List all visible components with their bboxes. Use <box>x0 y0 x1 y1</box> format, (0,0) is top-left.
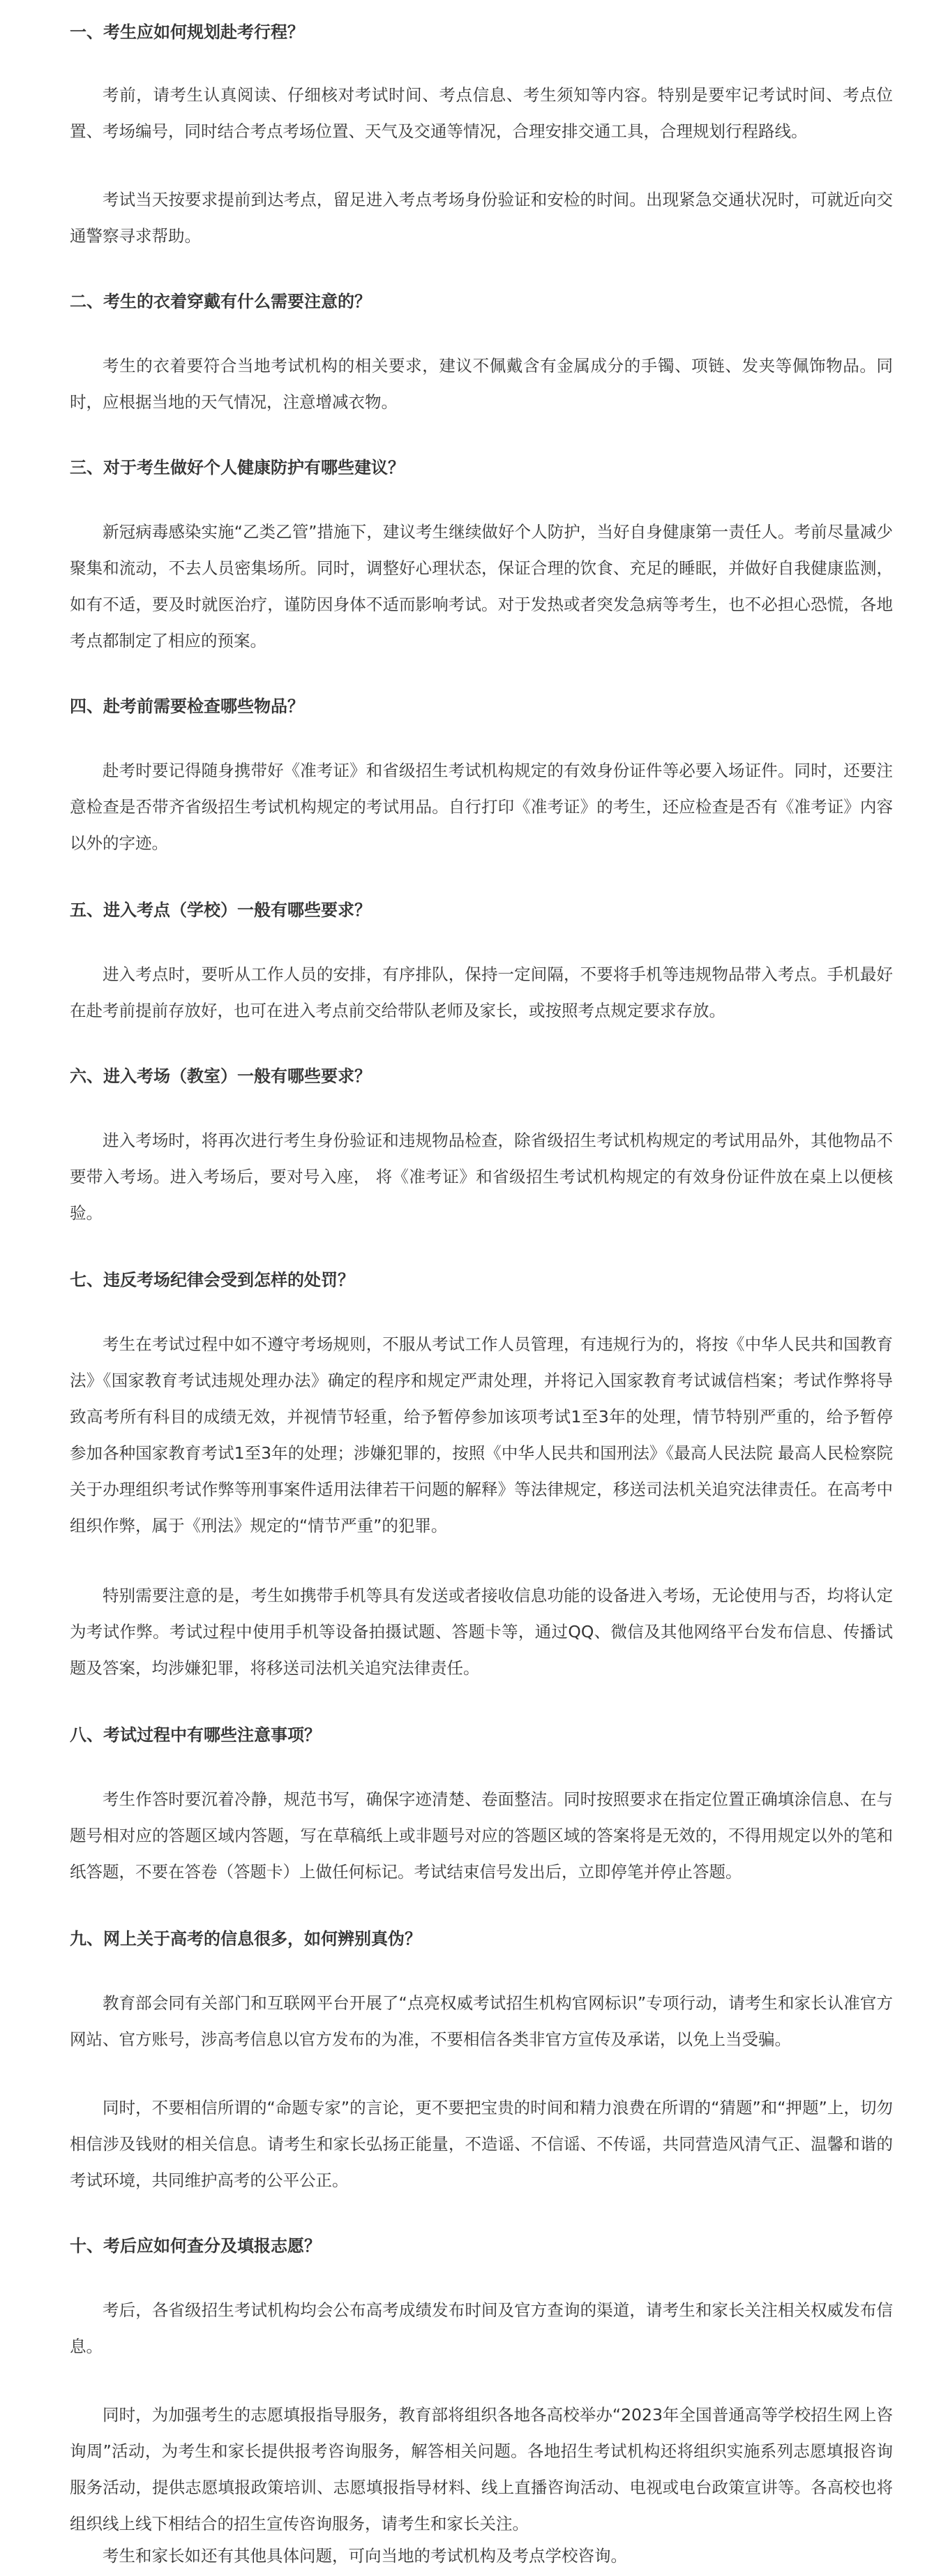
section-heading: 一、考生应如何规划赴考行程？ <box>70 22 304 42</box>
paragraph: 同时，不要相信所谓的“命题专家”的言论，更不要把宝贵的时间和精力浪费在所谓的“猜题”和“押题”上，切勿相信涉及钱财的相关信息。请考生和家长弘扬正能量，不造谣、不信谣、不传谣，共同营造风清气正、温馨和谐的考试环境，共同维护高考的公平公正。 <box>70 2098 893 2190</box>
paragraph: 考试当天按要求提前到达考点，留足进入考点考场身份验证和安检的时间。出现紧急交通状况时，可就近向交通警察寻求帮助。 <box>70 190 893 246</box>
paragraph: 考前，请考生认真阅读、仔细核对考试时间、考点信息、考生须知等内容。特别是要牢记考试时间、考点位置、考场编号，同时结合考点考场位置、天气及交通等情况，合理安排交通工具，合理规划行程路线。 <box>70 85 893 141</box>
paragraph: 赴考时要记得随身携带好《准考证》和省级招生考试机构规定的有效身份证件等必要入场证件。同时，还要注意检查是否带齐省级招生考试机构规定的考试用品。自行打印《准考证》的考生，还应检查是否有《准考证》内容以外的字迹。 <box>70 761 893 853</box>
paragraph: 进入考点时，要听从工作人员的安排，有序排队，保持一定间隔，不要将手机等违规物品带入考点。手机最好在赴考前提前存放好，也可在进入考点前交给带队老师及家长，或按照考点规定要求存放。 <box>70 965 893 1020</box>
paragraph: 同时，为加强考生的志愿填报指导服务，教育部将组织各地各高校举办“2023年全国普通高等学校招生网上咨询周”活动，为考生和家长提供报考咨询服务，解答相关问题。各地招生考试机构还将组织实施系列志愿填报咨询服务活动，提供志愿填报政策培训、志愿填报指导材料、线上直播咨询活动、电视或电台政策宣讲等。各高校也将组织线上线下相结合的招生宣传咨询服务，请考生和家长关注。 <box>70 2405 893 2533</box>
paragraph: 进入考场时，将再次进行考生身份验证和违规物品检查，除省级招生考试机构规定的考试用品外，其他物品不要带入考场。进入考场后，要对号入座， 将《准考证》和省级招生考试机构规定的有效身份证件放在桌上以便核验。 <box>70 1131 893 1223</box>
section-heading: 九、网上关于高考的信息很多，如何辨别真伪？ <box>70 1929 421 1949</box>
section-heading: 八、考试过程中有哪些注意事项？ <box>70 1725 321 1745</box>
paragraph: 考生作答时要沉着冷静，规范书写，确保字迹清楚、卷面整洁。同时按照要求在指定位置正确填涂信息、在与题号相对应的答题区域内答题，写在草稿纸上或非题号对应的答题区域的答案将是无效的，不得用规定以外的笔和纸答题，不要在答卷（答题卡）上做任何标记。考试结束信号发出后，立即停笔并停止答题。 <box>70 1789 893 1882</box>
section-heading: 五、进入考点（学校）一般有哪些要求？ <box>70 900 371 920</box>
section-heading: 四、赴考前需要检查哪些物品？ <box>70 697 304 716</box>
section-heading: 七、违反考场纪律会受到怎样的处罚？ <box>70 1270 354 1290</box>
section-heading: 十、考后应如何查分及填报志愿？ <box>70 2236 321 2256</box>
paragraph: 考后，各省级招生考试机构均会公布高考成绩发布时间及官方查询的渠道，请考生和家长关注相关权威发布信息。 <box>70 2300 893 2356</box>
paragraph: 教育部会同有关部门和互联网平台开展了“点亮权威考试招生机构官网标识”专项行动，请考生和家长认准官方网站、官方账号，涉高考信息以官方发布的为准，不要相信各类非官方宣传及承诺，以免上当受骗。 <box>70 1993 893 2049</box>
section-heading: 六、进入考场（教室）一般有哪些要求？ <box>70 1066 371 1086</box>
paragraph: 考生和家长如还有其他具体问题，可向当地的考试机构及考点学校咨询。 <box>103 2546 627 2566</box>
paragraph: 考生在考试过程中如不遵守考场规则，不服从考试工作人员管理，有违规行为的，将按《中华人民共和国教育法》《国家教育考试违规处理办法》确定的程序和规定严肃处理，并将记入国家教育考试诚信档案；考试作弊将导致高考所有科目的成绩无效，并视情节轻重，给予暂停参加该项考试1至3年的处理，情节特别严重的，给予暂停参加各种国家教育考试1至3年的处理；涉嫌犯罪的，按照《中华人民共和国刑法》《最高人民法院 最高人民检察院关于办理组织考试作弊等刑事案件适用法律若干问题的解释》等法律规定，移送司法机关追究法律责任。在高考中组织作弊，属于《刑法》规定的“情节严重”的犯罪。 <box>70 1334 893 1535</box>
paragraph: 新冠病毒感染实施“乙类乙管”措施下，建议考生继续做好个人防护，当好自身健康第一责任人。考前尽量减少聚集和流动，不去人员密集场所。同时，调整好心理状态，保证合理的饮食、充足的睡眠，并做好自我健康监测，如有不适，要及时就医治疗，谨防因身体不适而影响考试。对于发热或者突发急病等考生，也不必担心恐慌，各地考点都制定了相应的预案。 <box>70 522 893 650</box>
paragraph: 考生的衣着要符合当地考试机构的相关要求，建议不佩戴含有金属成分的手镯、项链、发夹等佩饰物品。同时，应根据当地的天气情况，注意增减衣物。 <box>70 356 893 412</box>
paragraph: 特别需要注意的是，考生如携带手机等具有发送或者接收信息功能的设备进入考场，无论使用与否，均将认定为考试作弊。考试过程中使用手机等设备拍摄试题、答题卡等，通过QQ、微信及其他网络平台发布信息、传播试题及答案，均涉嫌犯罪，将移送司法机关追究法律责任。 <box>70 1586 893 1678</box>
section-heading: 三、对于考生做好个人健康防护有哪些建议？ <box>70 458 405 477</box>
section-heading: 二、考生的衣着穿戴有什么需要注意的？ <box>70 292 371 311</box>
